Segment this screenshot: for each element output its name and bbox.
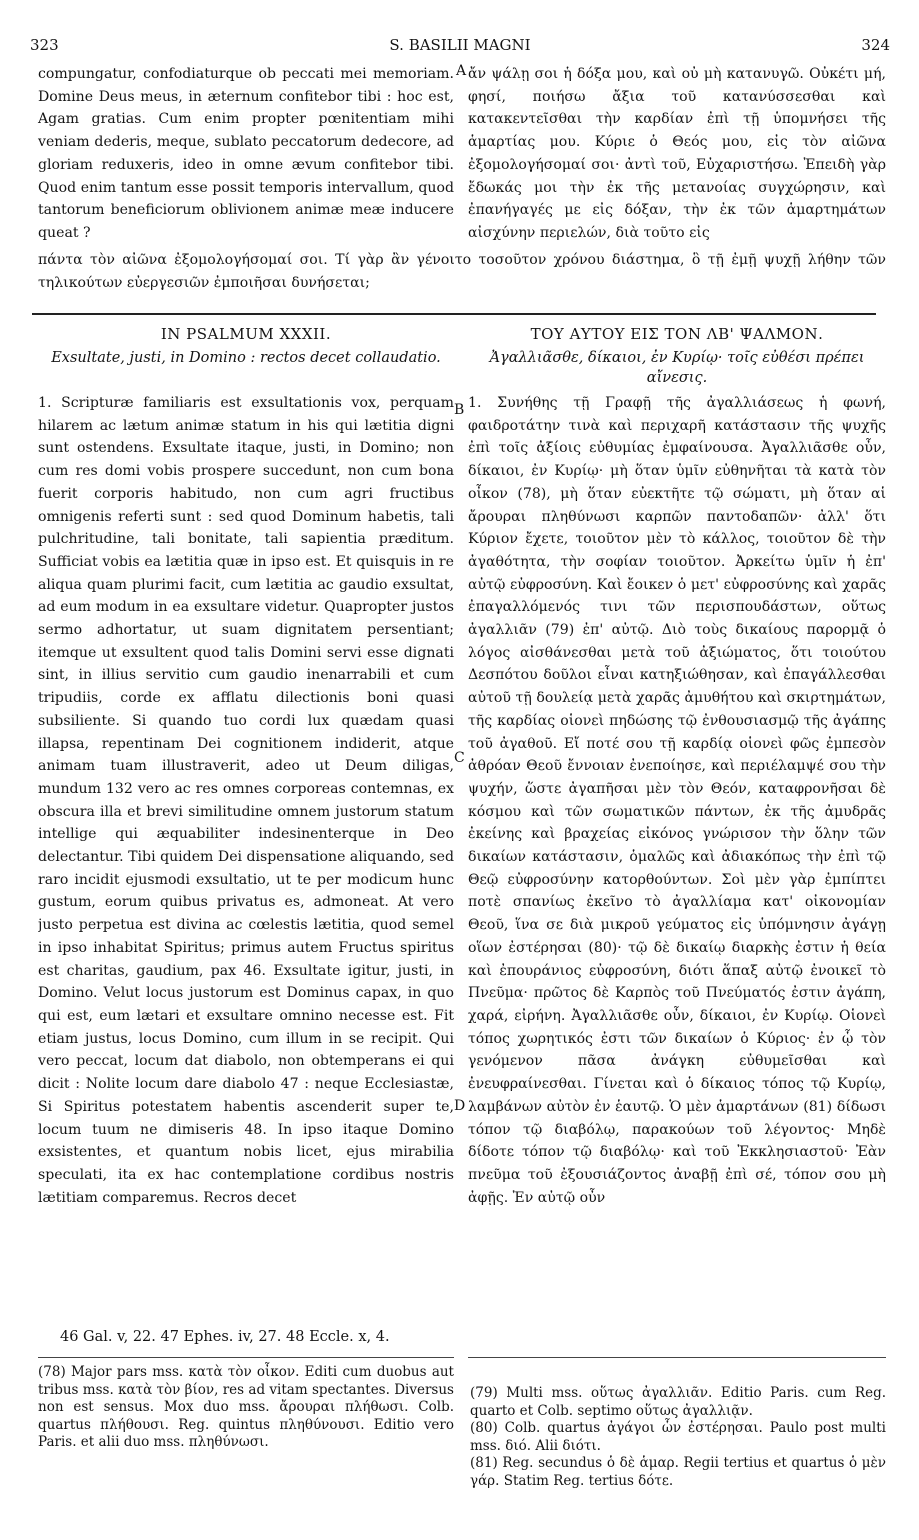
margin-marker-d: D xyxy=(454,1098,466,1114)
page-number-right: 324 xyxy=(861,36,890,54)
page-number-left: 323 xyxy=(30,36,59,54)
greek-body xyxy=(468,392,886,1332)
running-title: S. BASILII MAGNI xyxy=(389,36,531,54)
greek-continuation-full-text: πάντα τὸν αἰῶνα ἐξομολογήσομαί σοι. Τί γὰρ ἂν γένοιτο τοσοῦτον χρόνου διάστημα, ὃ τῇ ἐμῇ ψυχῇ λήθην τῶν τηλικούτων εὐεργεσιῶν ἐμποιῆσαι δυνήσεται; xyxy=(38,252,886,291)
footnote-80: (80) Colb. quartus ἀγάγοι ὧν ἐστέρησαι. Paulo post multi mss. διό. Alii διότι. xyxy=(470,1420,886,1454)
latin-body xyxy=(38,392,454,1332)
greek-continuation-full-width xyxy=(38,249,886,294)
greek-psalm-title: ΤΟΥ ΑΥΤΟΥ ΕΙΣ ΤΟΝ ΛΒ' ΨΑΛΜΟΝ. xyxy=(530,325,824,343)
greek-body-text: 1. Συνήθης τῇ Γραφῇ τῆς ἀγαλλιάσεως ἡ φωνή, φαιδροτάτην τινὰ καὶ περιχαρῆ κατάστασιν τῆς ψυχῆς ἐπὶ τοῖς ἀξίοις εὐθυμίας ἐμφαίνουσα. Ἀγαλλιᾶσθε οὖν, δίκαιοι, ἐν Κυρίῳ· μὴ ὅταν ὑμῖν εὐθηνῆται τὰ κατὰ τὸν οἶκον (78), μὴ ὅταν εὐεκτῆτε τῷ σώματι, μὴ ὅταν αἱ ἄρουραι πληθύνωσι καρπῶν παντοδαπῶν· ἀλλ' ὅτι Κύριον ἔχετε, τοιοῦτον μὲν τὸ κάλλος, τοιοῦτον δὲ τὴν ἀγαθότητα, τὴν σοφίαν τοιοῦτον. Ἀρκείτω ὑμῖν ἡ ἐπ' αὐτῷ εὐφροσύνη. Καὶ ἔοικεν ὁ μετ' εὐφροσύνης καὶ χαρᾶς ἐπαγαλλόμενός τινι τῶν περισπουδάστων, οὕτως ἀγαλλιᾶν (79) ἐπ' αὐτῷ. Διὸ τοὺς δικαίους παρορμᾷ ὁ λόγος αἰσθάνεσθαι μετὰ τοῦ ἀξιώματος, ὅτι τοιούτου Δεσπότου δοῦλοι εἶναι κατηξιώθησαν, καὶ ἐπαγάλλεσθαι αὐτοῦ τῇ δουλείᾳ μετὰ χαρᾶς ἀμυθήτου καὶ σκιρτημάτων, τῆς καρδίας οἱονεὶ πηδώσης τῷ ἐνθουσιασμῷ τῆς ἀγάπης τοῦ ἀγαθοῦ. Εἴ ποτέ σου τῇ καρδίᾳ οἱονεὶ φῶς ἐμπεσὸν ἀθρόαν Θεοῦ ἔννοιαν ἐνεποίησε, καὶ περιέλαμψέ σου τὴν ψυχήν, ὥστε ἀγαπῆσαι μὲν τὸν Θεόν, καταφρονῆσαι δὲ κόσμου καὶ τῶν σωματικῶν πάντων, ἐκ τῆς ἀμυδρᾶς ἐκείνης καὶ βραχείας εἰκόνος γνώρισον τὴν ὅλην τῶν δικαίων κατάστασιν, ὁμαλῶς καὶ ἀδιακόπως τὴν ἐπὶ τῷ Θεῷ εὐφροσύνην κατορθούντων. Σοὶ μὲν γὰρ ἐμπίπτει ποτὲ σπανίως ἐκεῖνο τὸ ἀγαλλίαμα κατ' οἰκονομίαν Θεοῦ, ἵνα σε διὰ μικροῦ γεύματος εἰς ὑπόμνησιν ἀγάγῃ οἵων ἐστέρησαι (80)· τῷ δὲ δικαίῳ διαρκὴς ἐστιν ἡ θεία καὶ ἐπουράνιος εὐφροσύνη, διότι ἅπαξ αὐτῷ ἐνοικεῖ τὸ Πνεῦμα· πρῶτος δὲ Καρπὸς τοῦ Πνεύματός ἐστιν ἀγάπη, χαρά, εἰρήνη. Ἀγαλλιᾶσθε οὖν, δίκαιοι, ἐν Κυρίῳ. Οἱονεὶ τόπος χωρητικός ἐστι τῶν δικαίων ὁ Κύριος· ἐν ᾧ τὸν γενόμενον πᾶσα ἀνάγκη εὐθυμεῖσθαι καὶ ἐνευφραίνεσθαι. Γίνεται καὶ ὁ δίκαιος τόπος τῷ Κυρίῳ, λαμβάνων αὐτὸν ἐν ἑαυτῷ. Ὁ μὲν ἁμαρτάνων (81) δίδωσι τόπον τῷ διαβόλῳ, παρακούων τοῦ λέγοντος· Μηδὲ δίδοτε τόπον τῷ διαβόλῳ· καὶ τοῦ Ἐκκλησιαστοῦ· Ἐὰν πνεῦμα τοῦ ἐξουσιάζοντος ἀναβῇ ἐπὶ σέ, τόπον σου μὴ ἀφῇς. Ἐν αὐτῷ οὖν xyxy=(468,395,886,1206)
latin-continuation xyxy=(38,63,454,245)
greek-continuation xyxy=(468,63,886,245)
margin-marker-a: A xyxy=(456,63,467,79)
greek-continuation-text: ἄν ψάλῃ σοι ἡ δόξα μου, καὶ οὐ μὴ κατανυγῶ. Οὐκέτι μή, φησί, ποιήσω ἄξια τοῦ κατανύσσεσθαι καὶ κατακεντεῖσθαι τὴν καρδίαν ἐπὶ τῇ ὑπομνήσει τῆς ἁμαρτίας μου. Κύριε ὁ Θεός μου, εἰς τὸν αἰῶνα ἐξομολογήσομαί σοι· ἀντὶ τοῦ, Εὐχαριστήσω. Ἐπειδὴ γὰρ ἔδωκάς μοι τὴν ἐκ τῆς μετανοίας συγχώρησιν, καὶ ἐπανήγαγές με εἰς δόξαν, τὴν ἐκ τῶν ἁμαρτημάτων αἰσχύνην περιελών, διὰ τοῦτο εἰς xyxy=(468,66,886,241)
footnote-divider-right xyxy=(468,1357,886,1358)
latin-psalm-verse: Exsultate, justi, in Domino : rectos decet collaudatio. xyxy=(51,350,441,366)
section-divider xyxy=(32,313,876,315)
footnote-79: (79) Multi mss. οὕτως ἀγαλλιᾶν. Editio Paris. cum Reg. quarto et Colb. septimo οὕτως ἀγαλλιᾷν. xyxy=(470,1385,886,1419)
latin-continuation-text: compungatur, confodiaturque ob peccati mei memoriam. Domine Deus meus, in æternum confitebor tibi : hoc est, Agam gratias. Cum enim propter pœnitentiam mihi veniam dederis, meque, sublato peccatorum dedecore, ad gloriam reduxeris, ideo in omne ævum confitebor tibi. Quod enim tantum esse possit temporis intervallum, quod tantorum beneficiorum oblivionem animæ meæ inducere queat ? xyxy=(38,66,454,241)
footnote-81: (81) Reg. secundus ὁ δὲ ἁμαρ. Regii tertius et quartus ὁ μὲν γάρ. Statim Reg. tertius δότε. xyxy=(470,1455,886,1489)
greek-psalm-verse: Ἀγαλλιᾶσθε, δίκαιοι, ἐν Κυρίῳ· τοῖς εὐθέσι πρέπει αἴνεσις. xyxy=(489,350,865,386)
latin-body-text: 1. Scripturæ familiaris est exsultationis vox, perquam hilarem ac lætum animæ statum in his qui lætitia digni sunt ostendens. Exsultate itaque, justi, in Domino; non cum res domi vobis prospere succedunt, non cum bona fuerit corporis habitudo, non cum agri fructibus omnigenis referti sunt : sed quod Dominum habetis, tali pulchritudine, tali bonitate, tali sapientia præditum. Sufficiat vobis ea lætitia quæ in ipso est. Et quisquis in re aliqua quam plurimi facit, cum lætitia ac gaudio exsultat, ad eum modum in ea exsultare videtur. Quapropter justos sermo adhortatur, ut suam dignitatem persentiant; itemque ut exsultent quod talis Domini servi esse dignati sint, in illius servitio cum gaudio inenarrabili et cum tripudiis, corde ex afflatu dilectionis boni quasi subsiliente. Si quando tuo cordi lux quædam quasi illapsa, repentinam Dei cognitionem indiderit, atque animam tuam illustraverit, adeo ut Deum diligas, mundum 132 vero ac res omnes corporeas contemnas, ex obscura illa et brevi similitudine omnem justorum statum intellige qui æquabiliter indesinenterque in Deo delectantur. Tibi quidem Dei dispensatione aliquando, sed raro incidit ejusmodi exsultatio, ut te per modicum hunc gustum, eorum quibus privatus es, admoneat. At vero justo perpetua est divina ac cœlestis lætitia, quod semel in ipso inhabitat Spiritus; primus autem Fructus spiritus est charitas, gaudium, pax 46. Exsultate igitur, justi, in Domino. Velut locus justorum est Dominus capax, in quo qui est, eum lætari et exsultare omnino necesse est. Fit etiam justus, locus Domino, cum illum in se recipit. Qui vero peccat, locum dat diabolo, non obtemperans ei qui dicit : Nolite locum dare diabolo 47 : neque Ecclesiastæ, Si Spiritus potestatem habentis ascenderit super te, locum tuum ne dimiseris 48. In ipso itaque Domino exsistentes, et quantum nobis licet, ejus mirabilia speculati, ita ex hac contemplatione cordibus nostris lætitiam comparemus. Recros decet xyxy=(38,395,454,1206)
margin-marker-c: C xyxy=(454,750,465,766)
latin-psalm-title: IN PSALMUM XXXII. xyxy=(160,325,332,343)
footnote-divider-left xyxy=(38,1357,454,1358)
footnote-78: (78) Major pars mss. κατὰ τὸν οἶκον. Editi cum duobus aut tribus mss. κατὰ τὸν βίον, res ad vitam spectantes. Diversus non est sensus. Mox duo mss. ἄρουραι πλήθωσι. Colb. quartus πλήθουσι. Reg. quintus πληθύνουσι. Editio vero Paris. et alii duo mss. πληθύνωσι. xyxy=(38,1364,454,1450)
footnotes-right xyxy=(470,1385,886,1490)
scripture-references: 46 Gal. v, 22. 47 Ephes. iv, 27. 48 Eccle. x, 4. xyxy=(60,1329,390,1345)
margin-marker-b: B xyxy=(454,402,465,418)
footnotes-left xyxy=(38,1364,454,1452)
running-header xyxy=(30,36,890,58)
